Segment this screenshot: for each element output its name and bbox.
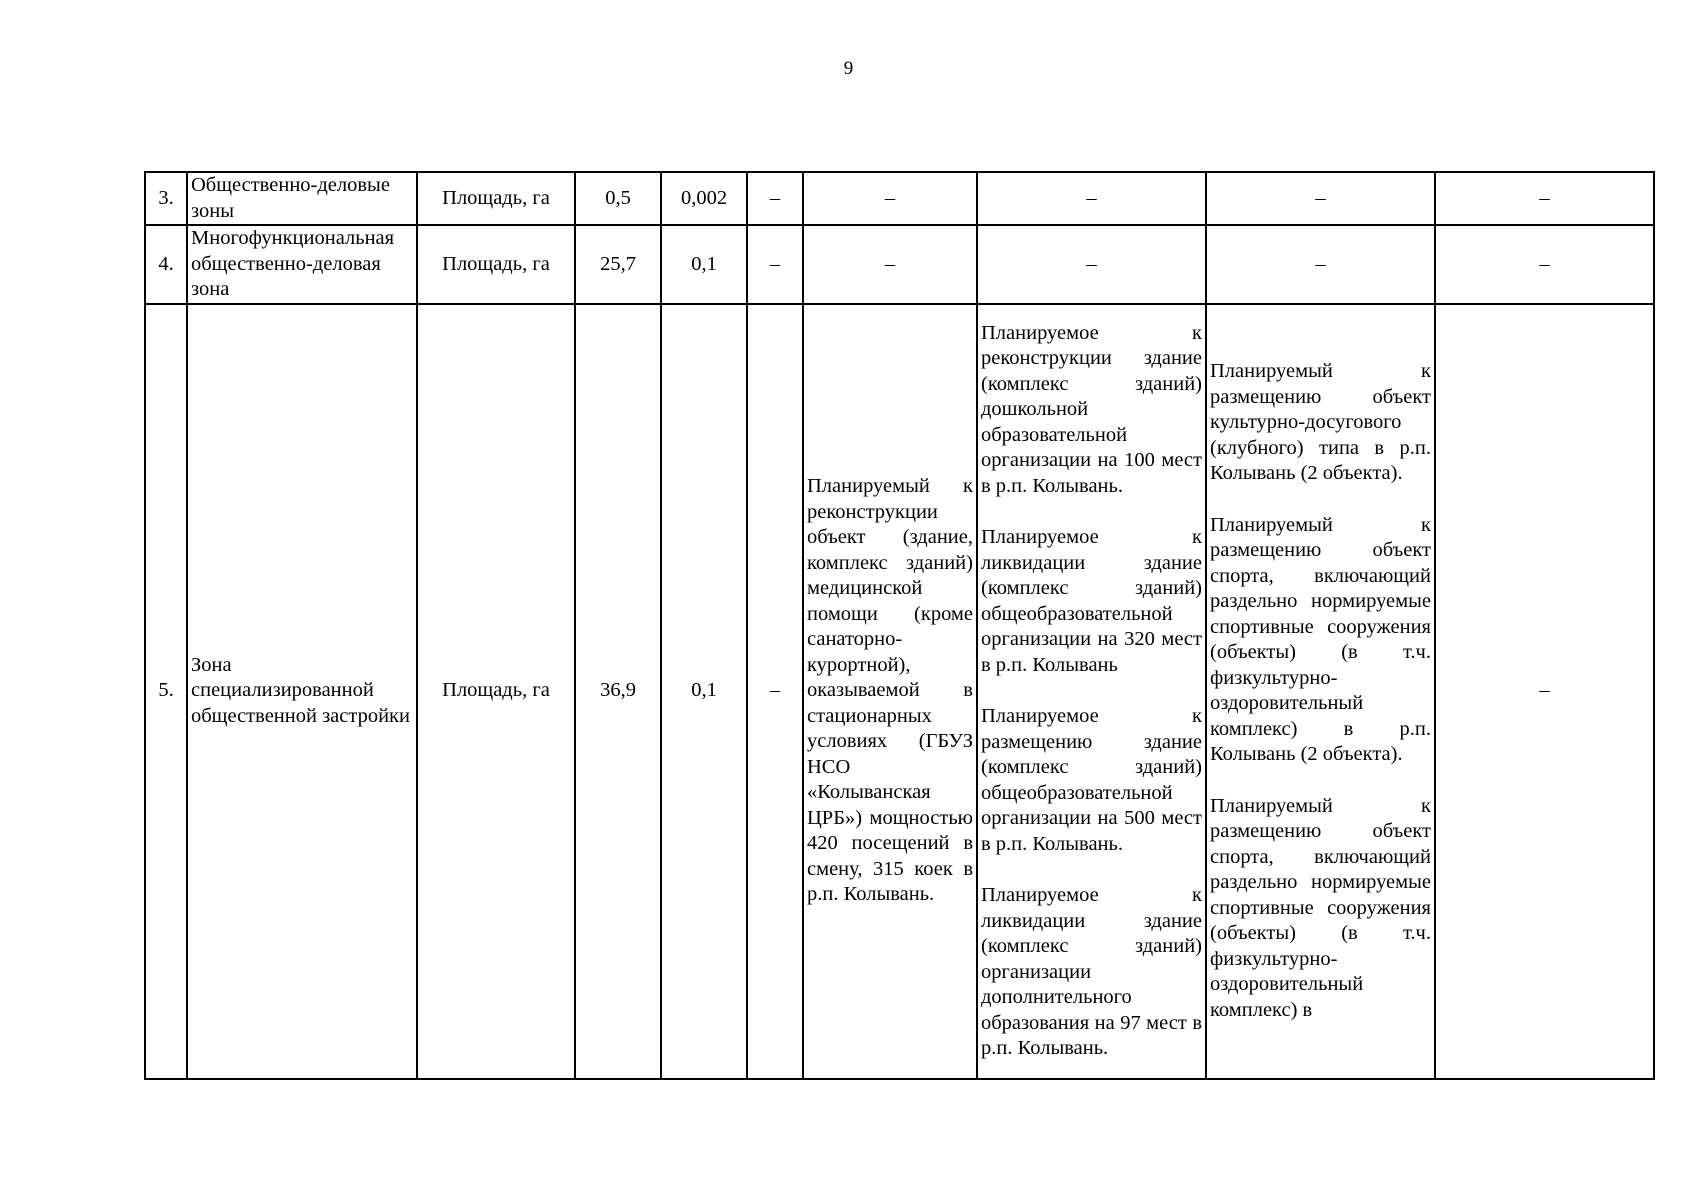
culture-sport-object-text: Планируемый к размещению объект спорта, включающий раздельно нормируемые спортивные сооружения (объекты) (в т.ч. физкультурно-оздоровительный комплекс) в	[1210, 794, 1431, 1021]
dash-cell: –	[747, 225, 803, 304]
row-number: 4.	[145, 225, 187, 304]
page-number: 9	[843, 58, 854, 79]
value-cell: 25,7	[575, 225, 661, 304]
value-cell: 36,9	[575, 304, 661, 1079]
dash-cell: –	[1435, 172, 1654, 225]
education-object-text: Планируемое к ликвидации здание (комплекс зданий) общеобразовательной организации на 320 мест в р.п. Колывань	[981, 526, 1202, 676]
dash-cell: –	[1206, 172, 1435, 225]
dash-cell: –	[1206, 225, 1435, 304]
value-cell: 0,1	[661, 225, 747, 304]
education-objects-cell	[977, 304, 1206, 1079]
dash-cell: –	[747, 172, 803, 225]
zone-name: Зона специализированной общественной застройки	[187, 304, 417, 1079]
medical-object-cell: Планируемый к реконструкции объект (здание, комплекс зданий) медицинской помощи (кроме санаторно-курортной), оказываемой в стационарных условиях (ГБУЗ НСО «Колыванская ЦРБ») мощностью 420 посещений в смену, 315 коек в р.п. Колывань.	[803, 304, 977, 1079]
culture-sport-object-text: Планируемый к размещению объект культурно-досугового (клубного) типа в р.п. Колывань (2 объекта).	[1210, 360, 1431, 484]
culture-sport-objects-cell	[1206, 304, 1435, 1079]
dash-cell: –	[1435, 304, 1654, 1079]
dash-cell: –	[1435, 225, 1654, 304]
unit-cell: Площадь, га	[417, 172, 575, 225]
dash-cell: –	[977, 225, 1206, 304]
table-row	[145, 172, 1654, 225]
education-object-text: Планируемое к размещению здание (комплекс зданий) общеобразовательной организации на 500 мест в р.п. Колывань.	[981, 705, 1202, 855]
dash-cell: –	[747, 304, 803, 1079]
unit-cell: Площадь, га	[417, 225, 575, 304]
value-cell: 0,1	[661, 304, 747, 1079]
dash-cell: –	[803, 225, 977, 304]
education-object-text: Планируемое к ликвидации здание (комплекс зданий) организации дополнительного образования на 97 мест в р.п. Колывань.	[981, 884, 1202, 1059]
zone-name: Общественно-деловые зоны	[187, 172, 417, 225]
zone-name: Многофункциональная общественно-деловая зона	[187, 225, 417, 304]
table-row	[145, 304, 1654, 1079]
dash-cell: –	[803, 172, 977, 225]
table-row	[145, 225, 1654, 304]
education-object-text: Планируемое к реконструкции здание (комплекс зданий) дошкольной образовательной организации на 100 мест в р.п. Колывань.	[981, 321, 1202, 497]
value-cell: 0,002	[661, 172, 747, 225]
culture-sport-object-text: Планируемый к размещению объект спорта, включающий раздельно нормируемые спортивные сооружения (объекты) (в т.ч. физкультурно-оздоровительный комплекс) в р.п. Колывань (2 объекта).	[1210, 513, 1431, 765]
row-number: 3.	[145, 172, 187, 225]
zones-table	[144, 171, 1655, 1080]
row-number: 5.	[145, 304, 187, 1079]
unit-cell: Площадь, га	[417, 304, 575, 1079]
dash-cell: –	[977, 172, 1206, 225]
value-cell: 0,5	[575, 172, 661, 225]
